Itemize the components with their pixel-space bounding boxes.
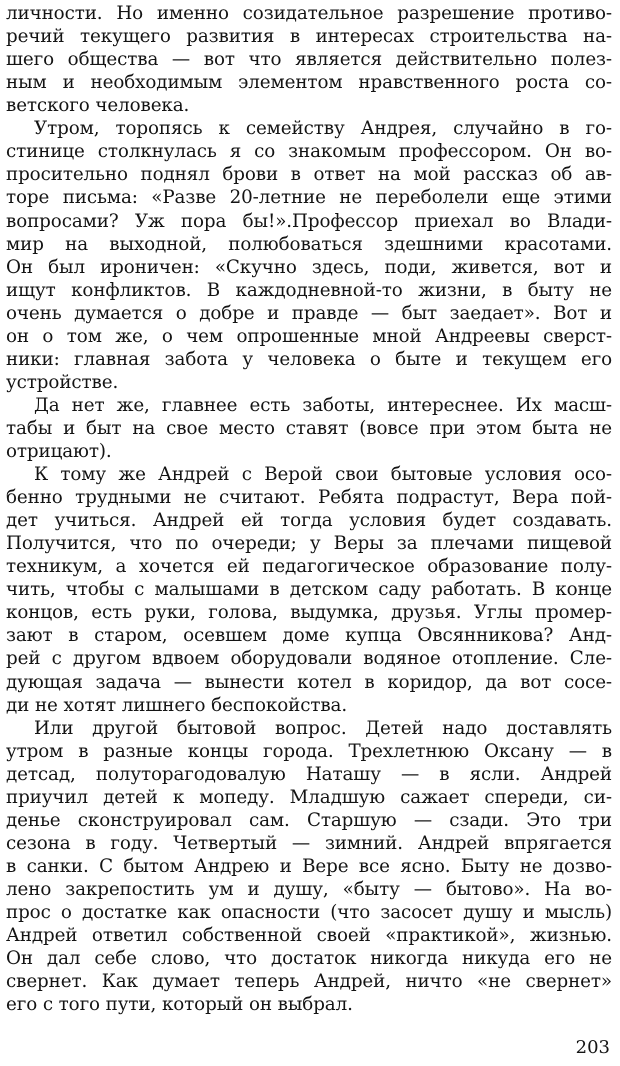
text-line: торе письма: «Разве 20-летние не переболели еще этими <box>6 187 612 209</box>
text-line: ветского человека. <box>6 95 190 117</box>
text-line: Андрей ответил собственной своей «практикой», жизнью. <box>6 925 612 946</box>
page-number: 203 <box>575 1037 610 1058</box>
text-line: он о том же, о чем опрошенные мной Андреевы сверст- <box>6 325 612 347</box>
text-line: мир на выходной, полюбоваться здешними красотами. <box>6 233 612 255</box>
text-line: ным и необходимым элементом нравственного роста со- <box>6 72 612 94</box>
text-line: просительно поднял брови в ответ на мой рассказ об ав- <box>6 164 612 186</box>
text-line: ники: главная забота у человека о быте и текущем его <box>6 348 612 370</box>
text-line: дет учиться. Андрей ей тогда условия будет создавать. <box>6 510 612 532</box>
text-line: детсад, полуторагодовалую Наташу — в ясли. Андрей <box>6 763 612 785</box>
text-line: приучил детей к мопеду. Младшую сажает спереди, си- <box>6 786 612 808</box>
text-line: бенно трудными не считают. Ребята подрастут, Вера пой- <box>6 487 612 509</box>
text-line: концов, есть руки, голова, выдумка, друзья. Углы промер- <box>6 602 612 624</box>
text-line: чить, чтобы с малышами в детском саду работать. В конце <box>6 579 612 601</box>
text-line: зают в старом, осевшем доме купца Овсянникова? Анд- <box>6 625 612 647</box>
text-line: шего общества — вот что является действительно полез- <box>6 49 612 71</box>
text-line: техникум, а хочется ей педагогическое образование полу- <box>6 556 612 578</box>
text-line: Он был ироничен: «Скучно здесь, поди, живется, вот и <box>6 256 612 278</box>
text-line: ди не хотят лишнего беспокойства. <box>6 694 348 716</box>
text-line: лено закрепостить ум и душу, «быту — бытово». На во- <box>6 878 612 900</box>
text-line: Он дал себе слово, что достаток никогда никуда его не <box>6 948 612 970</box>
text-line: рей с другом вдвоем оборудовали водяное отопление. Сле- <box>6 648 612 670</box>
text-line: прос о достатке как опасности (что засосет душу и мысль) <box>6 902 612 923</box>
text-line: в санки. С бытом Андрею и Вере все ясно. Быту не дозво- <box>6 855 612 877</box>
text-line: табы и быт на свое место ставят (вовсе при этом быта не <box>6 417 612 439</box>
text-line: дующая задача — вынести котел в коридор, да вот сосе- <box>6 671 612 693</box>
text-line: свернет. Как думает теперь Андрей, ничто «не свернет» <box>6 971 612 993</box>
text-line: личности. Но именно созидательное разрешение противо- <box>6 3 612 24</box>
text-line: сезона в году. Четвертый — зимний. Андрей впрягается <box>6 832 612 854</box>
text-line: очень думается о добре и правде — быт заедает». Вот и <box>6 302 612 324</box>
text-line: Получится, что по очереди; у Веры за плечами пищевой <box>6 533 612 555</box>
paragraph-first-line: К тому же Андрей с Верой свои бытовые условия осо- <box>34 464 612 485</box>
text-line: его с того пути, который он выбрал. <box>6 994 353 1016</box>
text-line: вопросами? Уж пора бы!».Профессор приехал во Влади- <box>6 210 612 232</box>
paragraph-first-line: Да нет же, главнее есть заботы, интереснее. Их масш- <box>34 394 612 416</box>
text-line: стинице столкнулась я со знакомым профессором. Он во- <box>6 141 612 163</box>
text-line: денье сконструировал сам. Старшую — сзади. Это три <box>6 809 612 831</box>
paragraph-first-line: Или другой бытовой вопрос. Детей надо доставлять <box>34 717 612 739</box>
text-line: отрицают). <box>6 440 112 462</box>
paragraph-first-line: Утром, торопясь к семейству Андрея, случайно в го- <box>34 118 612 140</box>
text-line: ищут конфликтов. В каждодневной-то жизни, в быту не <box>6 279 612 301</box>
text-line: устройстве. <box>6 371 119 393</box>
text-line: речий текущего развития в интересах строительства на- <box>6 26 612 48</box>
text-line: утром в разные концы города. Трехлетнюю Оксану — в <box>6 740 612 762</box>
